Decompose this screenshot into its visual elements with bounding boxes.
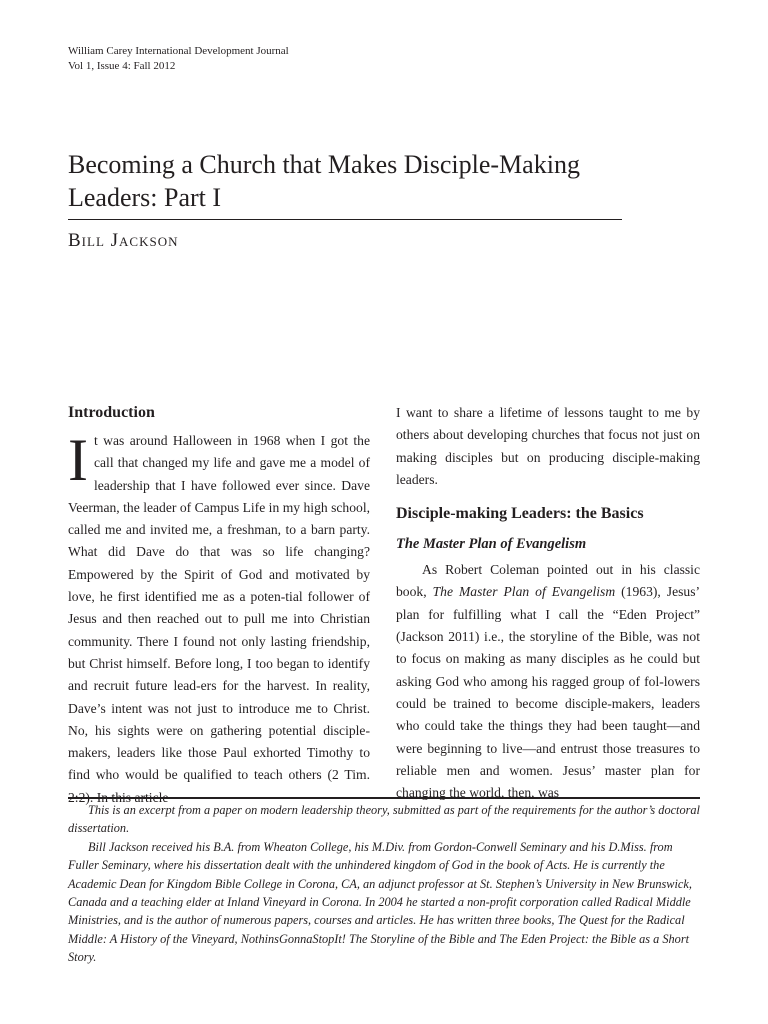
introduction-paragraph (68, 427, 370, 809)
drop-cap: I (68, 427, 88, 493)
book-title: The Master Plan of Evangelism (432, 584, 616, 600)
left-column (68, 402, 370, 809)
intro-continuation-paragraph: I want to share a lifetime of lessons taught to me by others about developing churches that focus not just on making disciples but on producing disciple-making leaders. (396, 405, 700, 487)
journal-header (68, 44, 289, 74)
basics-heading: Disciple-making Leaders: the Basics (396, 505, 644, 523)
paragraph-rest: (1963), Jesus’ plan for fulfilling what I call the “Eden Project” (Jackson 2011) i.e., the storyline of the Bible, was not to focus on making as many disciples as he could but asking God who among his ragged group of fol-lowers could be trained to become disciple-makers, leaders who could take the things they had been taught—and were beginning to live—and entrust those treasures to reliable men and women. Jesus’ master plan for changing the world, then, was (396, 584, 701, 801)
footnote-author-bio: Bill Jackson received his B.A. from Wheaton College, his M.Div. from Gordon-Conwell Seminary and his D.Miss. from Fuller Seminary, where his dissertation dealt with the unhindered kingdom of God in the book of Acts. He is currently the Academic Dean for Kingdom Bible College in Corona, CA, an adjunct professor at St. Stephen’s University in New Brunswick, Canada and a teaching elder at Inland Vineyard in Corona. In 2004 he started a non-profit corporation called Radical Middle Ministries, and is the author of numerous papers, courses and articles. He has written three books, The Quest for the Radical Middle: A History of the Vineyard, NothinsGonnaStopIt! The Storyline of the Bible and The Eden Project: the Bible as a Short Story. (68, 839, 692, 965)
master-plan-subheading: The Master Plan of Evangelism (396, 536, 587, 553)
master-plan-paragraph (396, 559, 700, 804)
article-title: Becoming a Church that Makes Disciple-Making Leaders: Part I (68, 150, 580, 212)
article-author: Bill Jackson (68, 230, 179, 251)
journal-issue: Vol 1, Issue 4: Fall 2012 (68, 60, 176, 72)
paragraph-start: As Robert Coleman pointed out in his classic book, (396, 562, 700, 600)
introduction-text: t was around Halloween in 1968 when I got the call that changed my life and gave me a model of leadership that I have followed ever since. Dave Veerman, the leader of Campus Life in my high school, called me and invited me, a freshman, to a barn party. What did Dave do that was so life changing? Empowered by the Spirit of God and motivated by love, he first identified me as a poten-tial follower of Jesus and then reached out to pull me into Christian community. There I found not only lasting friendship, but Christ himself. Before long, I too began to identify and recruit future lead-ers for the harvest. In reality, Dave’s intent was not just to introduce me to Christ. No, his sights were on gathering potential disciple-makers, leaders like those Paul exhorted Timothy to find who would be qualified to teach others (2 Tim. 2:2). In this article (68, 433, 370, 805)
footnote-divider (68, 797, 700, 799)
introduction-heading: Introduction (68, 404, 155, 421)
footnote-excerpt: This is an excerpt from a paper on modern leadership theory, submitted as part of the requirements for the author’s doctoral dissertation. (68, 803, 700, 836)
footnotes (68, 801, 702, 967)
journal-name: William Carey International Development Journal (68, 45, 289, 57)
title-divider (68, 219, 622, 220)
right-column (396, 402, 700, 804)
